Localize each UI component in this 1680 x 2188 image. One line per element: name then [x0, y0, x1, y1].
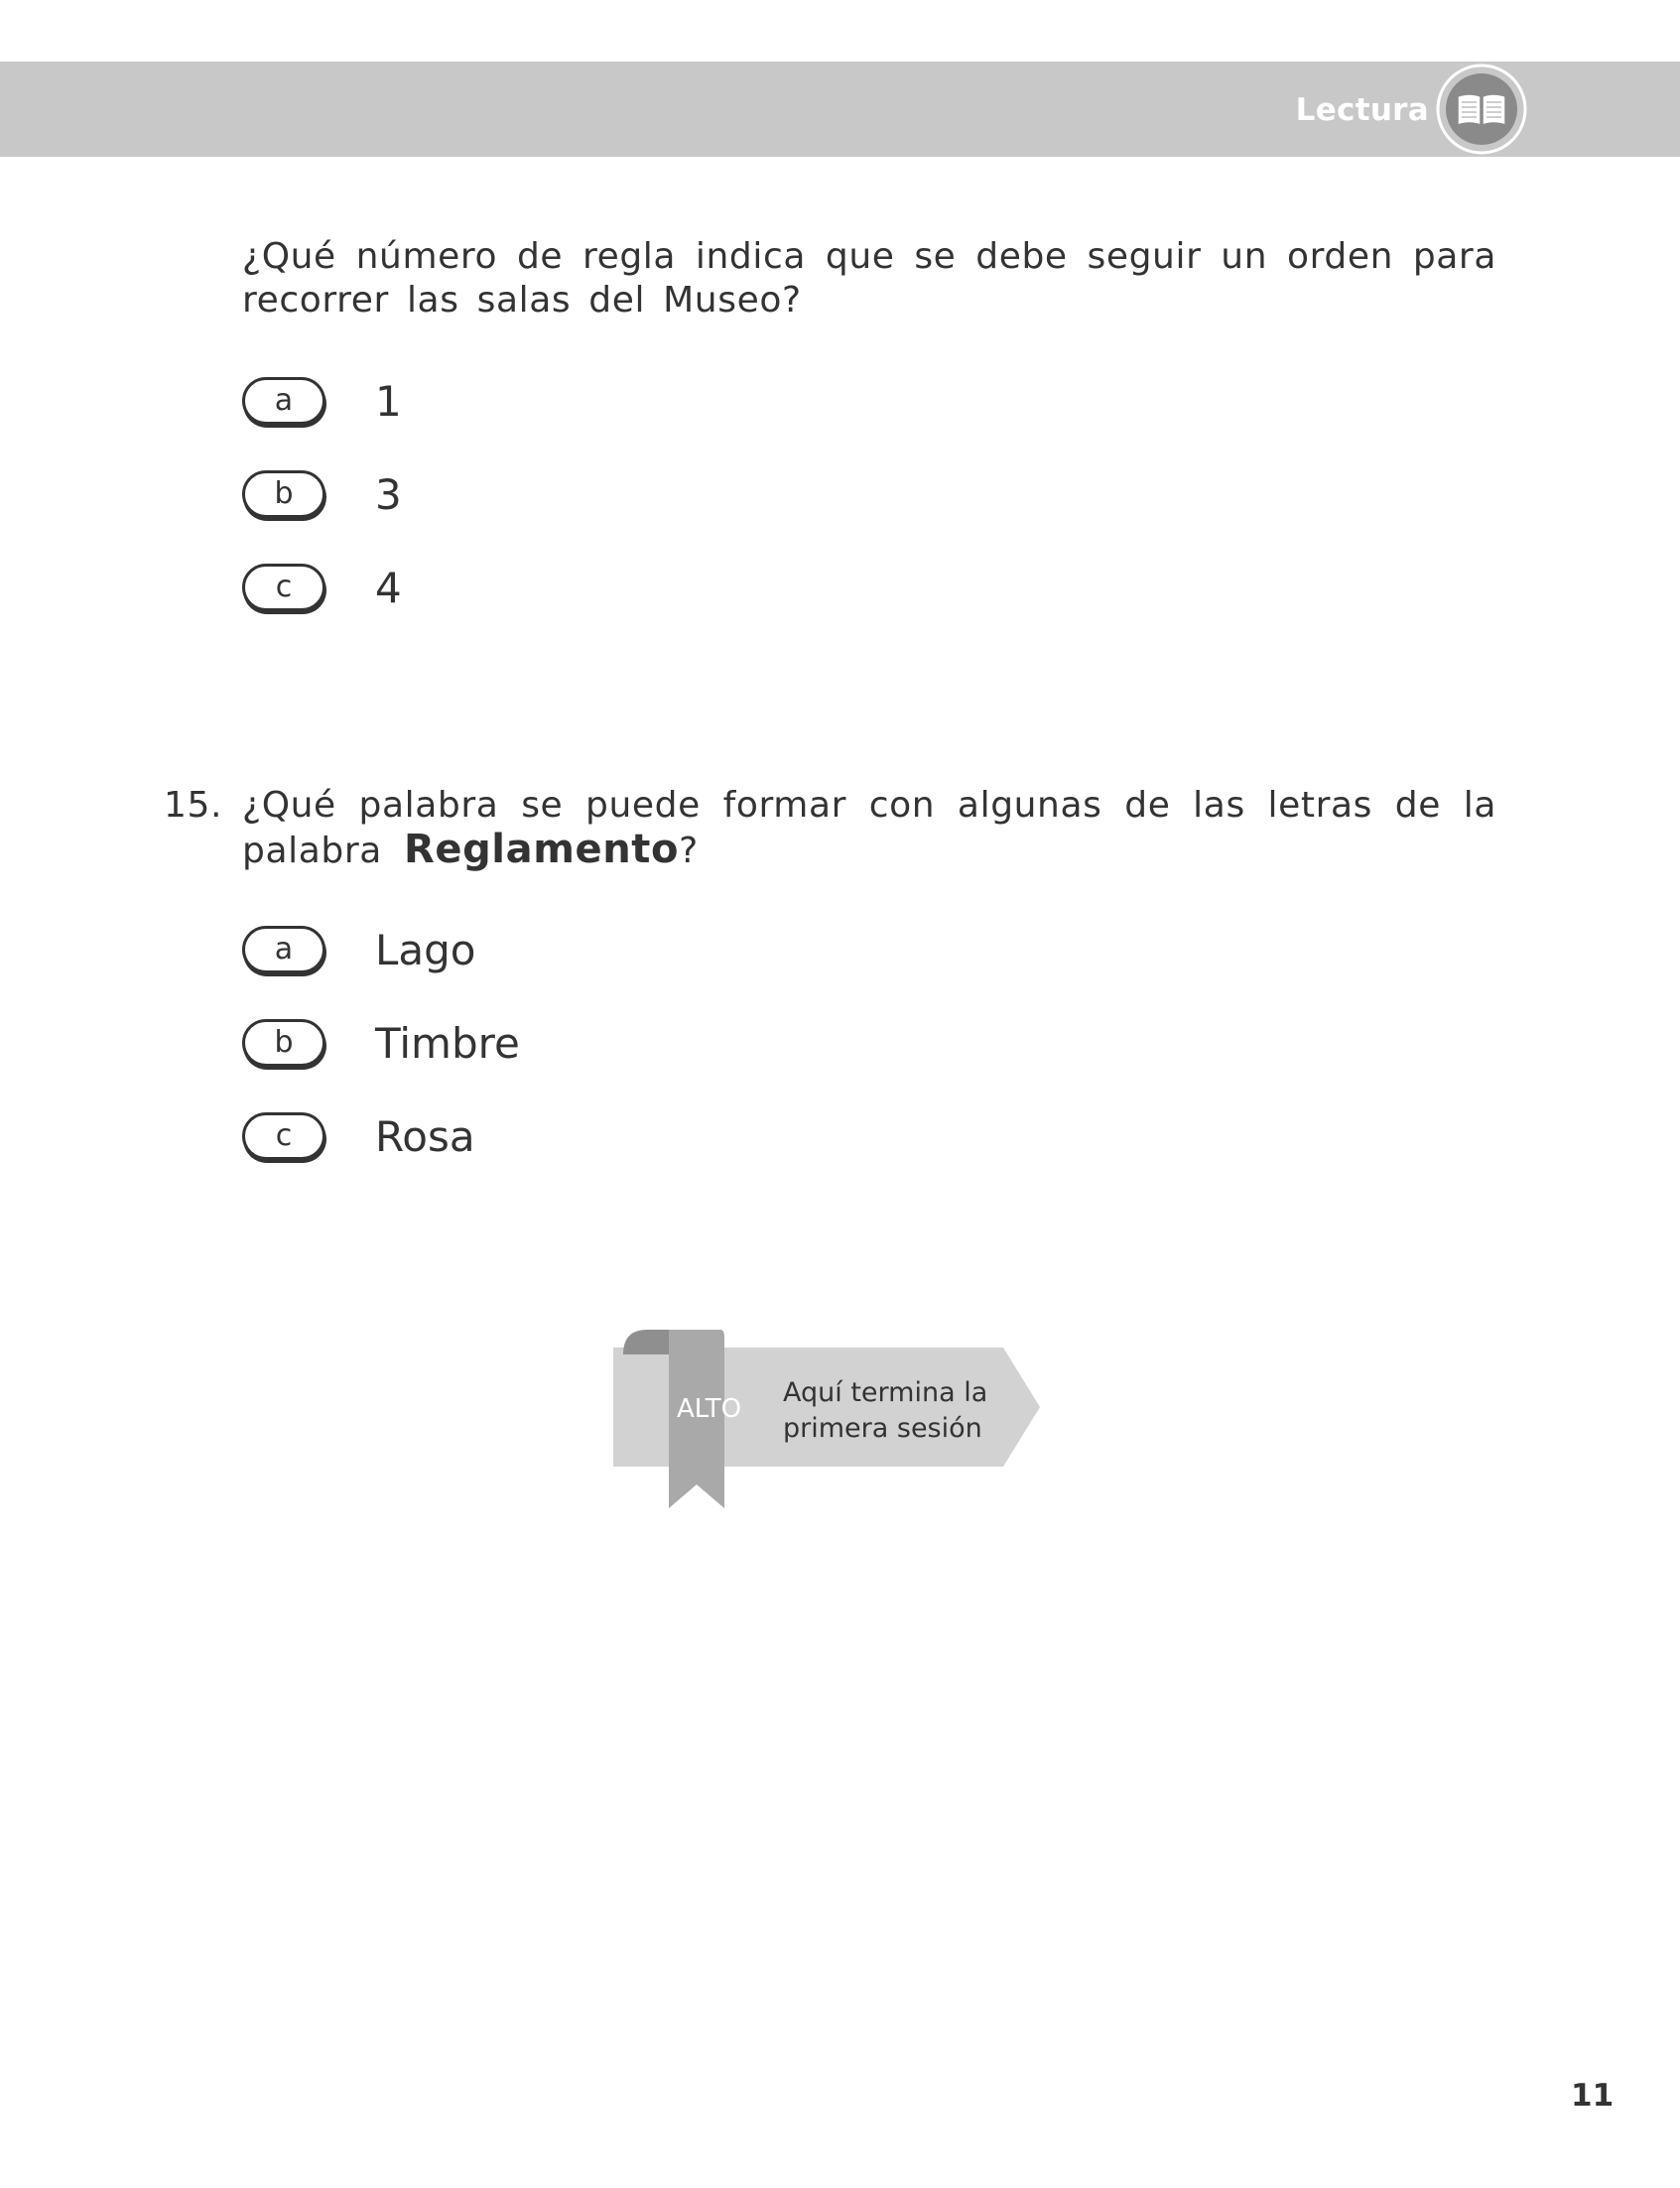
question-text-end: ?	[679, 831, 699, 871]
question-keyword: Reglamento	[403, 827, 680, 872]
option-text: 1	[375, 376, 402, 426]
answer-bubble-c[interactable]: c	[242, 1112, 325, 1160]
option-a[interactable]	[242, 375, 402, 427]
question-15-prompt	[164, 784, 1496, 873]
option-b[interactable]	[242, 468, 402, 520]
option-c[interactable]	[242, 1110, 475, 1162]
option-text: Rosa	[375, 1111, 475, 1161]
option-text: Timbre	[375, 1018, 520, 1068]
answer-bubble-a[interactable]: a	[242, 926, 325, 973]
option-text: Lago	[375, 925, 476, 974]
option-c[interactable]	[242, 562, 402, 613]
option-text: 4	[375, 563, 402, 612]
answer-bubble-b[interactable]: b	[242, 1019, 325, 1067]
option-a[interactable]	[242, 924, 476, 975]
question-prompt: ¿Qué número de regla indica que se debe seguir un orden para recorrer las salas del Museo?	[242, 236, 1496, 321]
answer-bubble-b[interactable]: b	[242, 470, 325, 518]
option-b[interactable]	[242, 1017, 520, 1069]
answer-bubble-a[interactable]: a	[242, 377, 325, 425]
question-text: ¿Qué palabra se puede formar con algunas de las letras de la palabra	[242, 785, 1496, 871]
option-text: 3	[375, 469, 402, 519]
question-number: 15.	[164, 785, 223, 826]
stop-label: ALTO	[677, 1394, 742, 1424]
open-book-icon	[1436, 64, 1527, 155]
section-title: Lectura	[1295, 92, 1429, 128]
stop-message	[783, 1375, 987, 1447]
answer-bubble-c[interactable]: c	[242, 564, 325, 611]
stop-message-line-2: primera sesión	[783, 1413, 982, 1444]
stop-message-line-1: Aquí termina la	[783, 1377, 988, 1408]
page-number: 11	[1571, 2078, 1615, 2114]
